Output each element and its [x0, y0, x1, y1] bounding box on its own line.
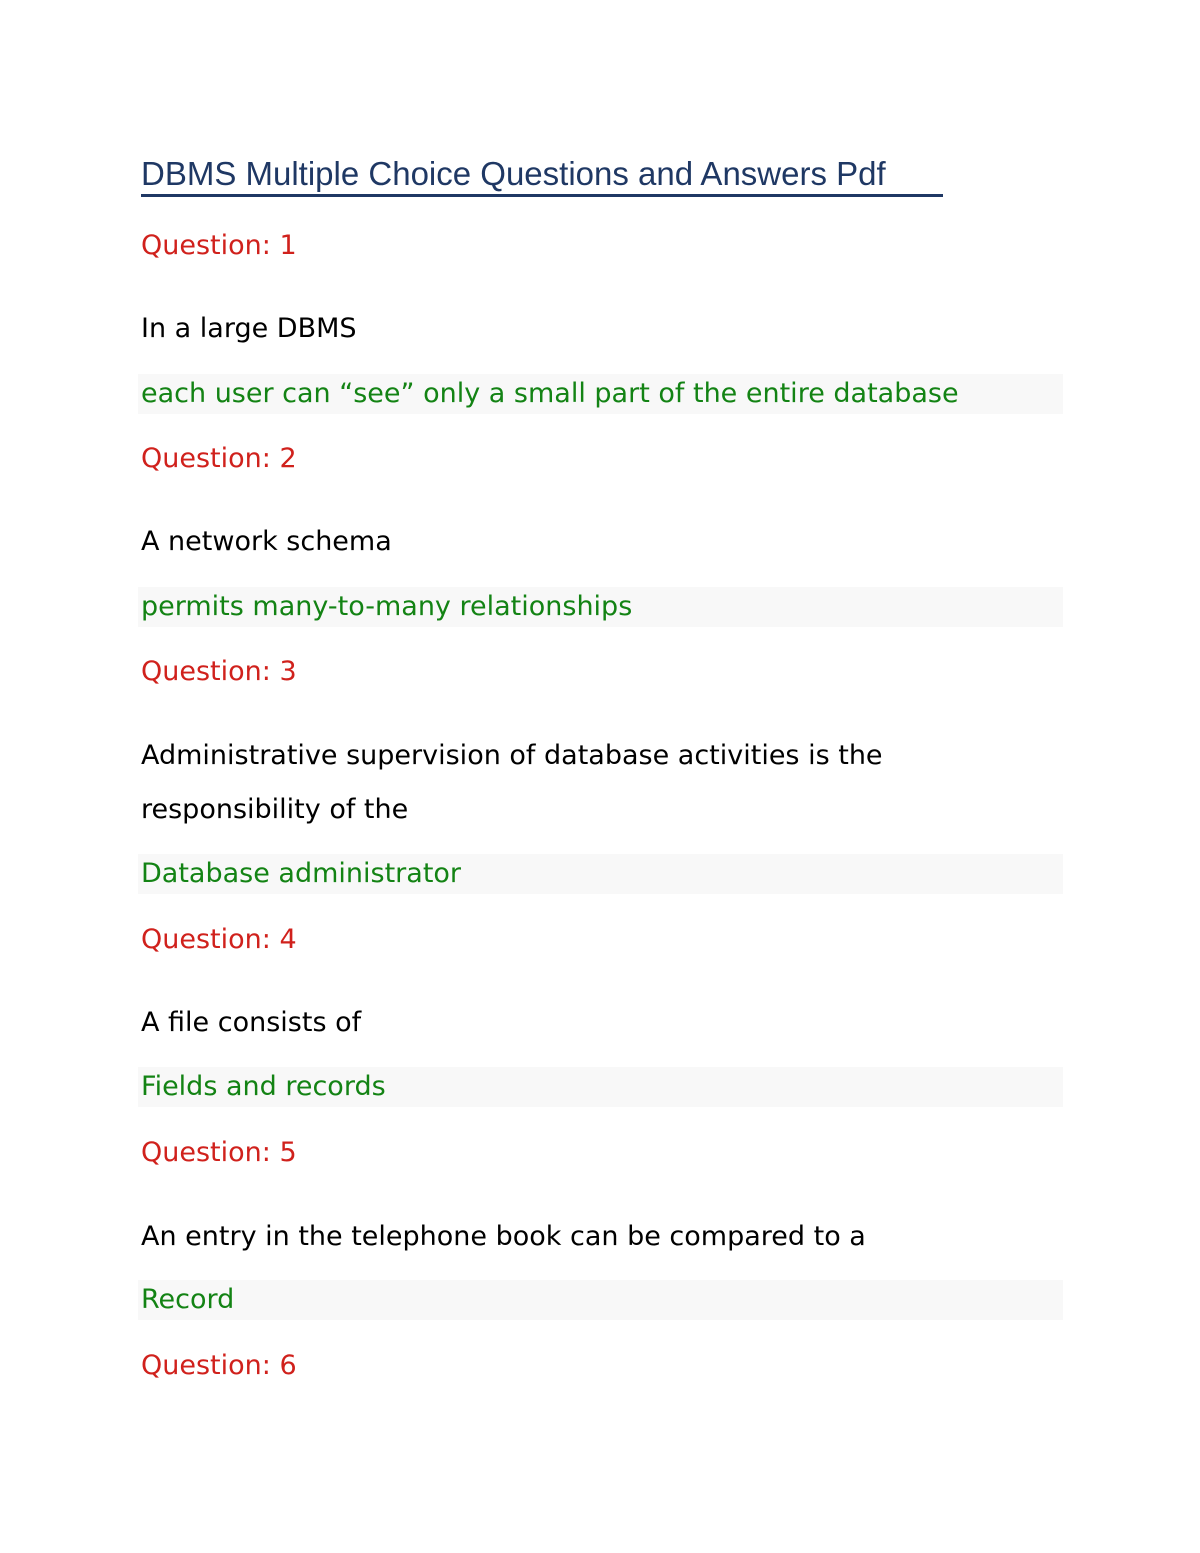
question-2-label: Question: 2 — [141, 443, 297, 474]
question-5-answer: Record — [141, 1284, 235, 1315]
question-3-text: Administrative supervision of database activities is the responsibility of the — [141, 740, 883, 825]
question-1-answer: each user can “see” only a small part of the entire database — [141, 378, 959, 409]
question-3-label: Question: 3 — [141, 656, 297, 687]
question-1-text: In a large DBMS — [141, 313, 357, 344]
question-5-text: An entry in the telephone book can be compared to a — [141, 1221, 866, 1252]
question-4-text: A file consists of — [141, 1007, 362, 1038]
document-title: DBMS Multiple Choice Questions and Answers Pdf — [141, 155, 886, 192]
question-2-text: A network schema — [141, 526, 392, 557]
question-4-answer: Fields and records — [141, 1071, 386, 1102]
question-2-answer: permits many-to-many relationships — [141, 591, 633, 622]
question-6-label: Question: 6 — [141, 1350, 297, 1381]
question-2-answer-band — [138, 587, 1063, 627]
question-5-label: Question: 5 — [141, 1137, 297, 1168]
question-4-answer-band — [138, 1067, 1063, 1107]
question-3-answer-band — [138, 854, 1063, 894]
question-1-label: Question: 1 — [141, 230, 297, 261]
title-underline — [141, 194, 943, 197]
question-4-label: Question: 4 — [141, 924, 297, 955]
question-3-answer: Database administrator — [141, 858, 462, 889]
question-5-answer-band — [138, 1280, 1063, 1320]
question-1-answer-band — [138, 374, 1063, 414]
